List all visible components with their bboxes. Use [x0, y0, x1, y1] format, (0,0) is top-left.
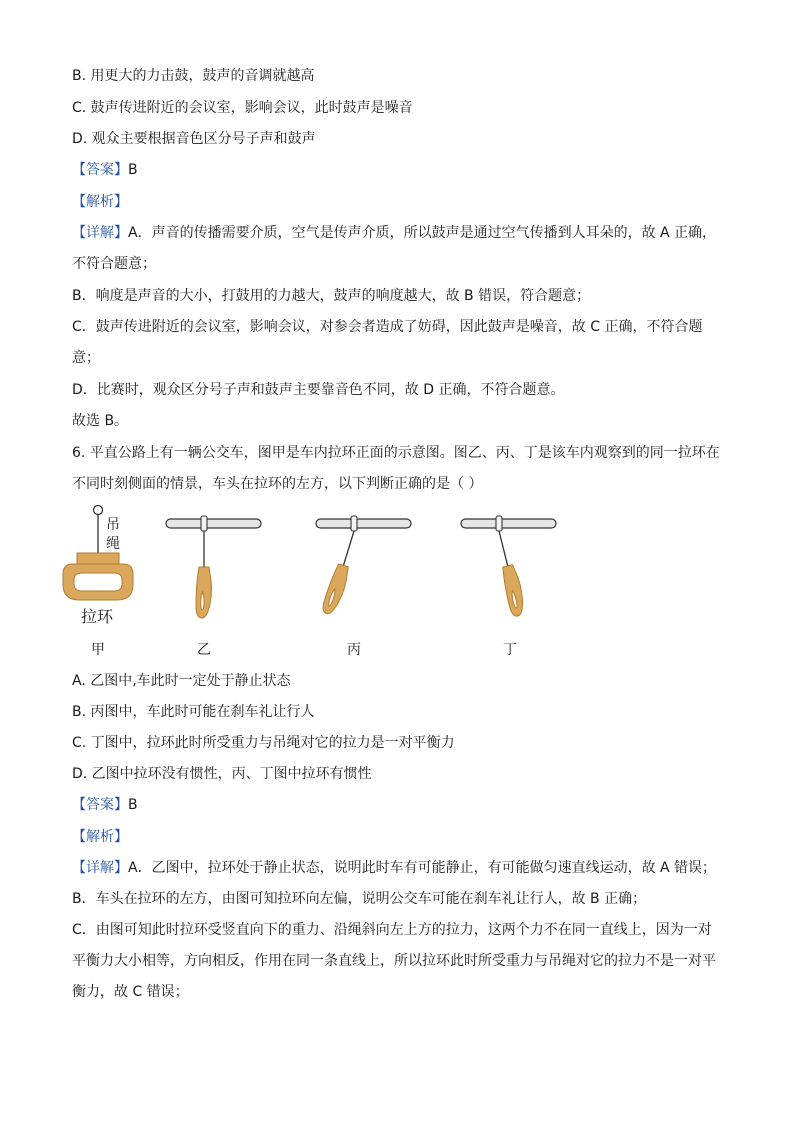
detail-tag: 【详解】	[72, 225, 128, 241]
ring-handle	[196, 567, 212, 618]
q6-analysis-tag: 【解析】	[72, 829, 128, 845]
rope-line	[343, 531, 354, 565]
bar-clamp	[496, 516, 502, 531]
ring-label: 拉环	[81, 607, 114, 626]
detail-a-text: A．乙图中，拉环处于静止状态，说明此时车有可能静止，有可能做匀速直线运动，故 A 错误；	[128, 860, 717, 876]
q6-option-c: C. 丁图中，拉环此时所受重力与吊绳对它的拉力是一对平衡力	[72, 735, 455, 751]
q5-option-b: B. 用更大的力击鼓，鼓声的音调就越高	[72, 68, 315, 84]
detail-a-text: A．声音的传播需要介质，空气是传声介质，所以鼓声是通过空气传播到人耳朵的，故 A 正确，	[128, 225, 717, 241]
caption-bing: 丙	[347, 642, 361, 658]
q6-option-d: D. 乙图中拉环没有惯性，丙、丁图中拉环有惯性	[72, 766, 372, 782]
q5-option-c: C. 鼓声传进附近的会议室，影响会议，此时鼓声是噪音	[72, 100, 413, 116]
q5-detail-b: B．响度是声音的大小，打鼓用的力越大，鼓声的响度越大，故 B 错误，符合题意；	[72, 288, 591, 304]
figure-bing	[315, 512, 415, 622]
q5-option-d: D. 观众主要根据音色区分号子声和鼓声	[72, 131, 316, 147]
detail-tag: 【详解】	[72, 860, 128, 876]
handrail-bar	[166, 519, 261, 528]
caption-yi: 乙	[197, 642, 211, 658]
figure-ding	[460, 512, 560, 622]
answer-tag: 【答案】	[72, 162, 128, 178]
hook-circle	[94, 506, 103, 515]
rope-label-1: 吊	[106, 517, 120, 533]
q5-conclusion: 故选 B。	[72, 413, 129, 429]
q5-detail-c: C．鼓声传进附近的会议室，影响会议，对参会者造成了妨碍，因此鼓声是噪音，故 C 正确，不符合题	[72, 319, 703, 335]
q5-detail-a-cont: 不符合题意；	[72, 256, 156, 272]
q6-detail-c-cont-2: 衡力，故 C 错误；	[72, 984, 189, 1000]
ring-strap	[77, 553, 119, 565]
q6-detail-c-cont: 平衡力大小相等，方向相反，作用在同一条直线上，所以拉环此时所受重力与吊绳对它的拉力不是一对平	[72, 953, 716, 969]
ring-handle	[500, 564, 527, 617]
q5-analysis-tag: 【解析】	[72, 194, 128, 210]
ring-handle	[321, 563, 351, 616]
q6-option-b: B. 丙图中，车此时可能在刹车礼让行人	[72, 704, 315, 720]
caption-ding: 丁	[503, 642, 517, 658]
q6-detail-a	[72, 858, 716, 878]
q6-answer	[72, 795, 138, 815]
q6-stem: 6. 平直公路上有一辆公交车，图甲是车内拉环正面的示意图。图乙、丙、丁是该车内观察到的同一拉环在	[72, 445, 720, 461]
q6-detail-c: C．由图可知此时拉环受竖直向下的重力、沿绳斜向左上方的拉力，这两个力不在同一直线上，因为一对	[72, 922, 712, 938]
answer-value: B	[128, 162, 138, 178]
ring-handle	[63, 564, 133, 600]
q5-detail-c-cont: 意；	[72, 350, 100, 366]
answer-value: B	[128, 797, 138, 813]
q6-stem-cont: 不同时刻侧面的情景，车头在拉环的左方，以下判断正确的是（ ）	[72, 476, 483, 492]
handrail-bar	[316, 519, 411, 528]
answer-tag: 【答案】	[72, 797, 128, 813]
rope-line	[499, 531, 508, 566]
handrail-bar	[461, 519, 556, 528]
q6-detail-b: B．车头在拉环的左方，由图可知拉环向左偏，说明公交车可能在刹车礼让行人，故 B 正确；	[72, 891, 647, 907]
rope-label-2: 绳	[106, 536, 120, 552]
figure-jia	[60, 500, 150, 610]
q5-detail-d: D．比赛时，观众区分号子声和鼓声主要靠音色不同，故 D 正确，不符合题意。	[72, 382, 565, 398]
bar-clamp	[201, 516, 207, 531]
caption-jia: 甲	[91, 642, 105, 658]
bar-clamp	[351, 516, 357, 531]
q6-option-a: A. 乙图中,车此时一定处于静止状态	[72, 673, 291, 689]
q5-answer	[72, 160, 138, 180]
figure-yi	[165, 512, 265, 622]
q5-detail-a	[72, 223, 716, 243]
